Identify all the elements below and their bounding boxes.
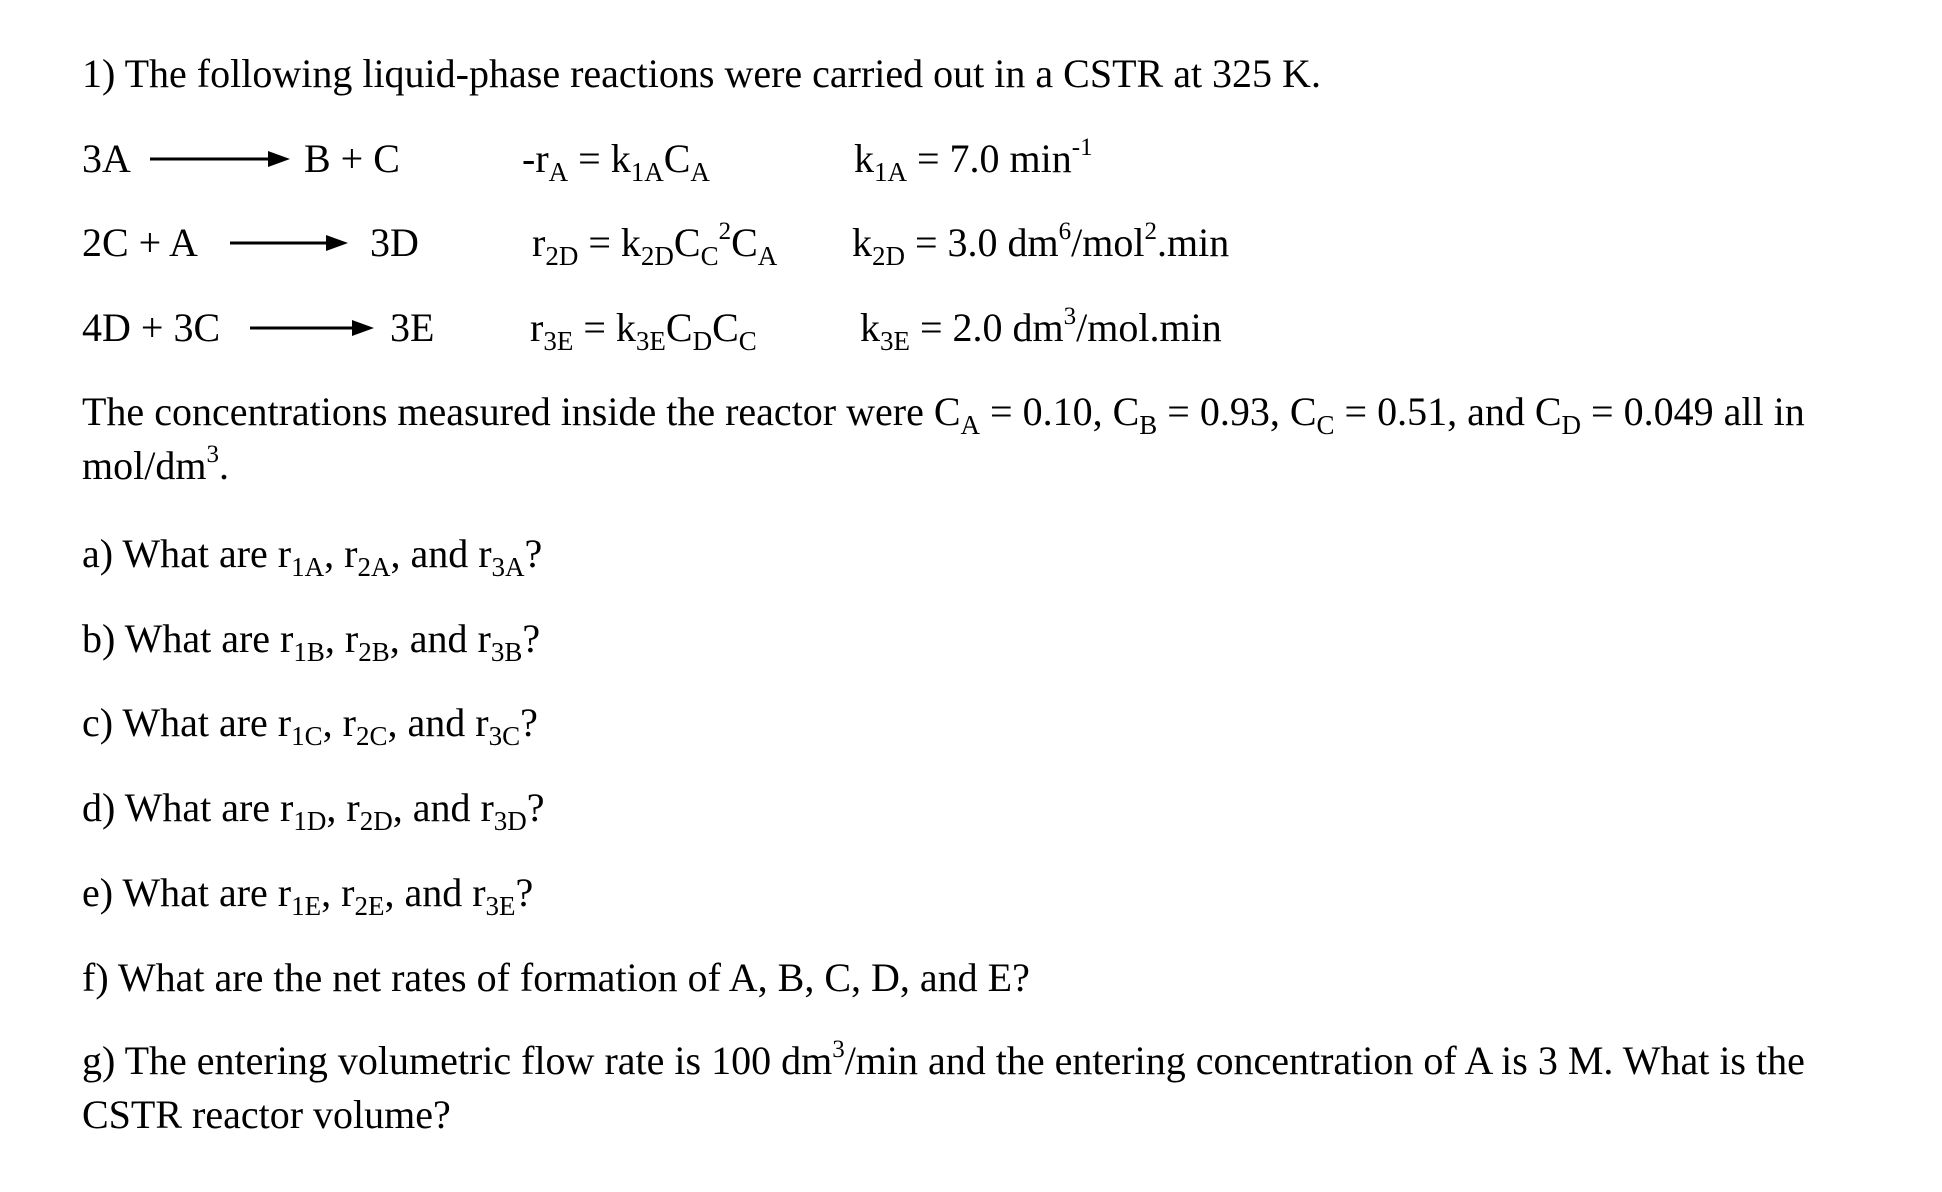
question-d: d) What are $r_{1D}$, $r_{2D}$, and $r_{3D}$? [82, 785, 545, 836]
reaction-3-arrow-icon [250, 316, 374, 340]
question-c: c) What are $r_{1C}$, $r_{2C}$, and $r_{3C}$? [82, 700, 538, 751]
reaction-3-rate-law: $r_{3E} = k_{3E}C_DC_C$ [530, 305, 757, 356]
reaction-1-constant: $k_{1A} = 7.0$ $\min^{-1}$ [854, 134, 1093, 187]
reaction-3-reactants: 4D + 3C [82, 305, 221, 350]
question-a: a) What are $r_{1A}$, $r_{2A}$, and $r_{3A}$? [82, 531, 543, 582]
reaction-2-products: 3D [370, 220, 419, 265]
reaction-1-rate-law: $-r_A = k_{1A}C_A$ [522, 136, 710, 187]
problem-intro: 1) The following liquid-phase reactions were carried out in a CSTR at 325 K. [82, 51, 1321, 96]
reaction-2-constant: $k_{2D} = 3.0$ $dm^6/mol^2.\min$ [852, 218, 1230, 271]
question-e: e) What are $r_{1E}$, $r_{2E}$, and $r_{3E}$? [82, 870, 534, 921]
question-g: g) The entering volumetric flow rate is 100 $dm^3/\min$ and the entering concentration of A is 3 M. What is the CSTR reactor volume? [82, 1036, 1805, 1137]
question-f: f) What are the net rates of formation of A, B, C, D, and E? [82, 955, 1030, 1000]
question-b: b) What are $r_{1B}$, $r_{2B}$, and $r_{3B}$? [82, 616, 541, 667]
reaction-1-reactants: 3A [82, 136, 131, 181]
reaction-3-constant: $k_{3E} = 2.0$ $dm^3/mol.\min$ [860, 303, 1222, 356]
reaction-2-arrow-icon [230, 231, 348, 255]
reaction-3-products: 3E [390, 305, 435, 350]
reaction-1-products: B + C [304, 136, 400, 181]
concentrations-paragraph: The concentrations measured inside the reactor were $C_A = 0.10$, $C_B = 0.93$, $C_C = 0.51$, and $C_D = 0.049$ all in mol/$dm^3$. [82, 389, 1805, 488]
reaction-1-arrow-icon [150, 147, 290, 171]
reaction-2-rate-law: $r_{2D} = k_{2D}C_C^2C_A$ [532, 218, 778, 271]
reaction-2-reactants: 2C + A [82, 220, 198, 265]
